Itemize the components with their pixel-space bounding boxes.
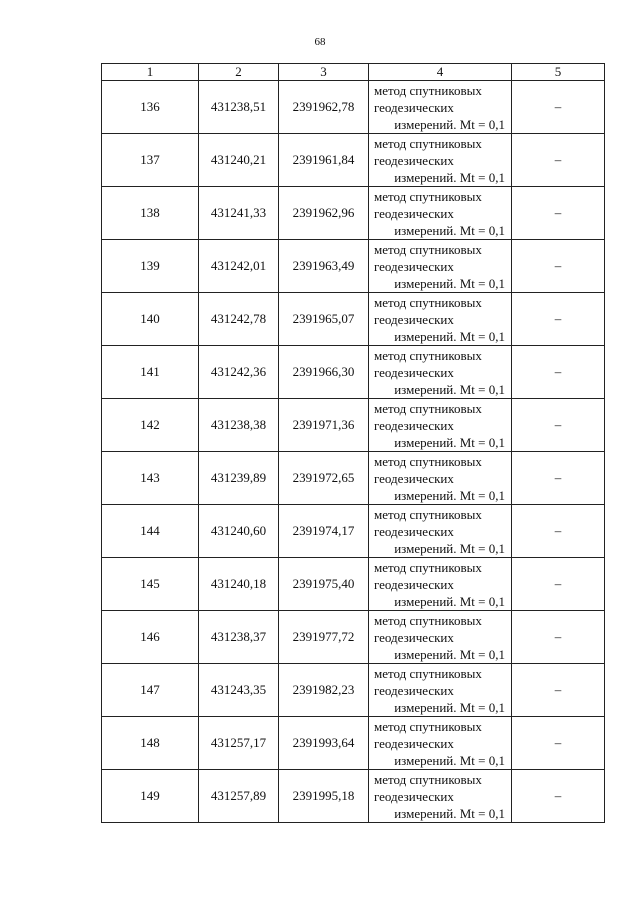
x-coordinate-cell: 431240,18 bbox=[199, 558, 279, 611]
method-cell bbox=[369, 717, 512, 770]
point-number-cell: 140 bbox=[102, 293, 199, 346]
table-row bbox=[102, 187, 605, 240]
note-cell: – bbox=[512, 717, 605, 770]
y-coordinate-cell: 2391961,84 bbox=[279, 134, 369, 187]
method-line: измерений. Mt = 0,1 bbox=[394, 699, 505, 715]
method-line: измерений. Mt = 0,1 bbox=[394, 593, 505, 609]
method-cell bbox=[369, 770, 512, 823]
method-line: измерений. Mt = 0,1 bbox=[394, 434, 505, 450]
method-cell bbox=[369, 452, 512, 505]
y-coordinate-cell: 2391966,30 bbox=[279, 346, 369, 399]
method-line: метод спутниковых bbox=[374, 294, 482, 310]
x-coordinate-cell: 431240,60 bbox=[199, 505, 279, 558]
coordinates-table bbox=[101, 63, 605, 823]
y-coordinate-cell: 2391965,07 bbox=[279, 293, 369, 346]
table-row bbox=[102, 452, 605, 505]
point-number-cell: 149 bbox=[102, 770, 199, 823]
point-number-cell: 137 bbox=[102, 134, 199, 187]
note-cell: – bbox=[512, 187, 605, 240]
note-cell: – bbox=[512, 558, 605, 611]
point-number-cell: 136 bbox=[102, 81, 199, 134]
method-line: геодезических bbox=[374, 735, 454, 751]
method-line: геодезических bbox=[374, 523, 454, 539]
point-number-cell: 142 bbox=[102, 399, 199, 452]
point-number-cell: 145 bbox=[102, 558, 199, 611]
header-col-3: 3 bbox=[279, 64, 369, 81]
y-coordinate-cell: 2391993,64 bbox=[279, 717, 369, 770]
x-coordinate-cell: 431238,37 bbox=[199, 611, 279, 664]
table-row bbox=[102, 293, 605, 346]
x-coordinate-cell: 431257,89 bbox=[199, 770, 279, 823]
x-coordinate-cell: 431257,17 bbox=[199, 717, 279, 770]
method-line: геодезических bbox=[374, 470, 454, 486]
method-line: измерений. Mt = 0,1 bbox=[394, 275, 505, 291]
method-line: геодезических bbox=[374, 258, 454, 274]
method-line: геодезических bbox=[374, 576, 454, 592]
method-line: измерений. Mt = 0,1 bbox=[394, 169, 505, 185]
y-coordinate-cell: 2391995,18 bbox=[279, 770, 369, 823]
point-number-cell: 148 bbox=[102, 717, 199, 770]
method-line: геодезических bbox=[374, 417, 454, 433]
y-coordinate-cell: 2391972,65 bbox=[279, 452, 369, 505]
table-row bbox=[102, 81, 605, 134]
method-line: метод спутниковых bbox=[374, 82, 482, 98]
y-coordinate-cell: 2391974,17 bbox=[279, 505, 369, 558]
method-cell bbox=[369, 81, 512, 134]
page-number: 68 bbox=[314, 36, 326, 48]
y-coordinate-cell: 2391971,36 bbox=[279, 399, 369, 452]
x-coordinate-cell: 431242,01 bbox=[199, 240, 279, 293]
table-row bbox=[102, 134, 605, 187]
method-line: измерений. Mt = 0,1 bbox=[394, 116, 505, 132]
note-cell: – bbox=[512, 505, 605, 558]
table-header bbox=[102, 64, 605, 81]
header-col-4: 4 bbox=[369, 64, 512, 81]
table-row bbox=[102, 240, 605, 293]
method-line: измерений. Mt = 0,1 bbox=[394, 381, 505, 397]
method-cell bbox=[369, 240, 512, 293]
method-line: метод спутниковых bbox=[374, 400, 482, 416]
table-row bbox=[102, 505, 605, 558]
point-number-cell: 139 bbox=[102, 240, 199, 293]
point-number-cell: 147 bbox=[102, 664, 199, 717]
point-number-cell: 146 bbox=[102, 611, 199, 664]
method-line: геодезических bbox=[374, 364, 454, 380]
note-cell: – bbox=[512, 399, 605, 452]
note-cell: – bbox=[512, 81, 605, 134]
point-number-cell: 141 bbox=[102, 346, 199, 399]
method-line: геодезических bbox=[374, 629, 454, 645]
method-line: метод спутниковых bbox=[374, 453, 482, 469]
method-line: геодезических bbox=[374, 152, 454, 168]
method-cell bbox=[369, 558, 512, 611]
method-line: геодезических bbox=[374, 788, 454, 804]
y-coordinate-cell: 2391977,72 bbox=[279, 611, 369, 664]
method-line: измерений. Mt = 0,1 bbox=[394, 540, 505, 556]
method-line: измерений. Mt = 0,1 bbox=[394, 328, 505, 344]
method-line: метод спутниковых bbox=[374, 506, 482, 522]
note-cell: – bbox=[512, 346, 605, 399]
method-line: измерений. Mt = 0,1 bbox=[394, 805, 505, 821]
point-number-cell: 143 bbox=[102, 452, 199, 505]
y-coordinate-cell: 2391975,40 bbox=[279, 558, 369, 611]
method-cell bbox=[369, 399, 512, 452]
method-line: метод спутниковых bbox=[374, 665, 482, 681]
x-coordinate-cell: 431240,21 bbox=[199, 134, 279, 187]
point-number-cell: 138 bbox=[102, 187, 199, 240]
method-line: метод спутниковых bbox=[374, 559, 482, 575]
y-coordinate-cell: 2391962,96 bbox=[279, 187, 369, 240]
y-coordinate-cell: 2391963,49 bbox=[279, 240, 369, 293]
x-coordinate-cell: 431242,78 bbox=[199, 293, 279, 346]
method-cell bbox=[369, 293, 512, 346]
method-line: геодезических bbox=[374, 311, 454, 327]
method-line: метод спутниковых bbox=[374, 718, 482, 734]
x-coordinate-cell: 431241,33 bbox=[199, 187, 279, 240]
header-col-2: 2 bbox=[199, 64, 279, 81]
method-line: измерений. Mt = 0,1 bbox=[394, 487, 505, 503]
header-row bbox=[102, 64, 605, 81]
method-cell bbox=[369, 611, 512, 664]
x-coordinate-cell: 431238,38 bbox=[199, 399, 279, 452]
method-line: геодезических bbox=[374, 205, 454, 221]
method-line: метод спутниковых bbox=[374, 771, 482, 787]
method-line: измерений. Mt = 0,1 bbox=[394, 646, 505, 662]
method-line: измерений. Mt = 0,1 bbox=[394, 752, 505, 768]
header-col-5: 5 bbox=[512, 64, 605, 81]
method-line: метод спутниковых bbox=[374, 347, 482, 363]
note-cell: – bbox=[512, 611, 605, 664]
table-row bbox=[102, 558, 605, 611]
method-line: метод спутниковых bbox=[374, 241, 482, 257]
x-coordinate-cell: 431242,36 bbox=[199, 346, 279, 399]
method-line: геодезических bbox=[374, 682, 454, 698]
x-coordinate-cell: 431239,89 bbox=[199, 452, 279, 505]
y-coordinate-cell: 2391982,23 bbox=[279, 664, 369, 717]
point-number-cell: 144 bbox=[102, 505, 199, 558]
note-cell: – bbox=[512, 240, 605, 293]
method-cell bbox=[369, 664, 512, 717]
table-row bbox=[102, 717, 605, 770]
method-line: измерений. Mt = 0,1 bbox=[394, 222, 505, 238]
note-cell: – bbox=[512, 134, 605, 187]
method-line: метод спутниковых bbox=[374, 188, 482, 204]
x-coordinate-cell: 431238,51 bbox=[199, 81, 279, 134]
note-cell: – bbox=[512, 664, 605, 717]
header-col-1: 1 bbox=[102, 64, 199, 81]
table-body bbox=[102, 81, 605, 823]
table-row bbox=[102, 664, 605, 717]
table-row bbox=[102, 399, 605, 452]
x-coordinate-cell: 431243,35 bbox=[199, 664, 279, 717]
note-cell: – bbox=[512, 770, 605, 823]
table-row bbox=[102, 611, 605, 664]
method-line: метод спутниковых bbox=[374, 612, 482, 628]
y-coordinate-cell: 2391962,78 bbox=[279, 81, 369, 134]
note-cell: – bbox=[512, 452, 605, 505]
note-cell: – bbox=[512, 293, 605, 346]
method-cell bbox=[369, 134, 512, 187]
table-row bbox=[102, 770, 605, 823]
table-row bbox=[102, 346, 605, 399]
method-line: геодезических bbox=[374, 99, 454, 115]
method-cell bbox=[369, 346, 512, 399]
method-line: метод спутниковых bbox=[374, 135, 482, 151]
method-cell bbox=[369, 505, 512, 558]
method-cell bbox=[369, 187, 512, 240]
